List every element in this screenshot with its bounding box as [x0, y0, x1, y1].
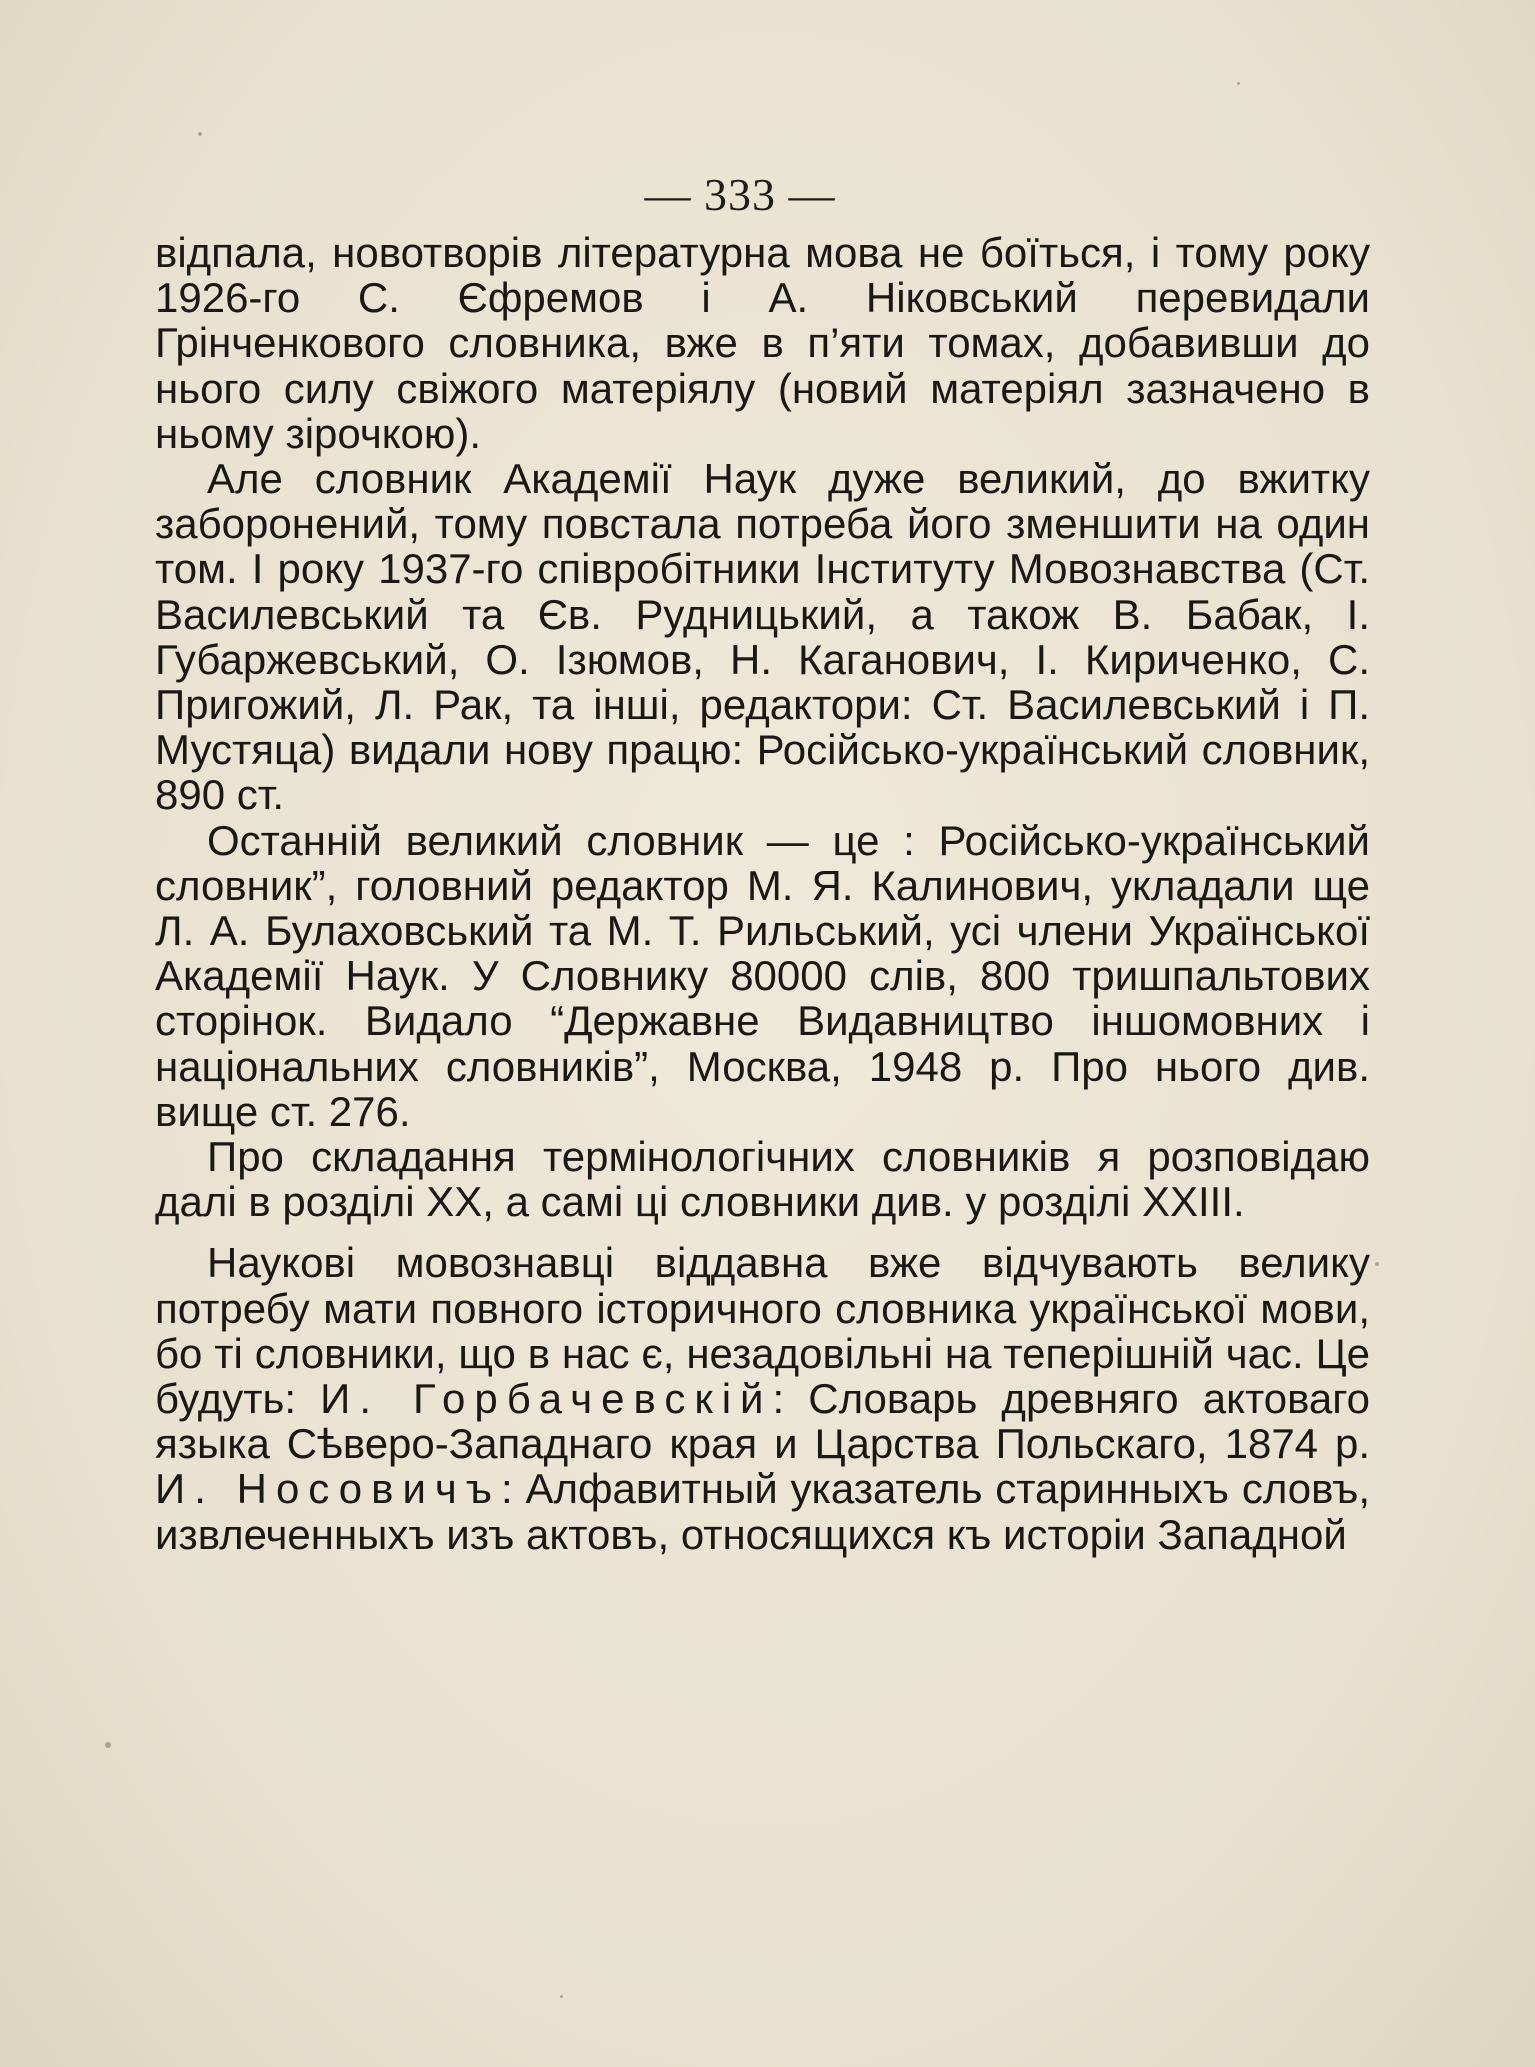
- paper-speck: [198, 132, 202, 136]
- author-nosovych: И. Носовичъ: [155, 1465, 502, 1513]
- author-gorbachevsky: И. Горбачевскій: [320, 1375, 773, 1423]
- paragraph-4: Про складання термінологічних словників я розповідаю далі в розділі XX, а самі ці словники див. у розділі XXIII.: [155, 1133, 1370, 1226]
- paragraph-5-middle: : Словарь древняго актоваго языка Сѣверо-Западнаго края и Царства Польскаго, 1874 р.: [155, 1375, 1371, 1468]
- page-number: — 333 —: [644, 169, 836, 220]
- paper-speck: [1375, 1262, 1379, 1266]
- paper-speck: [1237, 82, 1240, 85]
- paragraph-5: [155, 1240, 1370, 1556]
- paragraph-5-intro: Наукові мовознавці віддавна вже відчувають велику потребу мати повного історичного словника української мови, бо ті словники, що в нас є, незадовільні на теперішній час. Це будуть:: [155, 1239, 1370, 1423]
- body-text: [155, 230, 1370, 1557]
- paper-speck: [560, 1995, 563, 1998]
- paragraph-5-end: : Алфавитный указатель старинныхъ словъ, извлеченныхъ изъ актовъ, относящихся къ исторіи Западной: [155, 1465, 1370, 1558]
- paragraph-2: Але словник Академії Наук дуже великий, до вжитку заборонений, тому повстала потреба його зменшити на один том. І року 1937-го співробітники Інституту Мовознавства (Ст. Василевський та Єв. Рудницький, а також В. Бабак, І. Губаржевський, О. Ізюмов, Н. Каганович, І. Кириченко, С. Пригожий, Л. Рак, та інші, редактори: Ст. Василевський і П. Мустяца) видали нову працю: Російсько-український словник, 890 ст.: [155, 455, 1370, 819]
- paragraph-1: відпала, новотворів літературна мова не боїться, і тому року 1926-го С. Єфремов і А. Ніковський перевидали Грінченкового словника, вже в п’яти томах, добавивши до нього силу свіжого матеріялу (новий матеріял зазначено в ньому зірочкою).: [155, 229, 1370, 457]
- paper-speck: [105, 1742, 111, 1748]
- paragraph-3: Останній великий словник — це : Російсько-український словник”, головний редактор М. Я. Калинович, укладали ще Л. А. Булаховський та М. Т. Рильський, усі члени Української Академії Наук. У Словнику 80000 слів, 800 тришпальтових сторінок. Видало “Державне Видавництво іншомовних і національних словників”, Москва, 1948 р. Про нього див. вище ст. 276.: [155, 816, 1370, 1135]
